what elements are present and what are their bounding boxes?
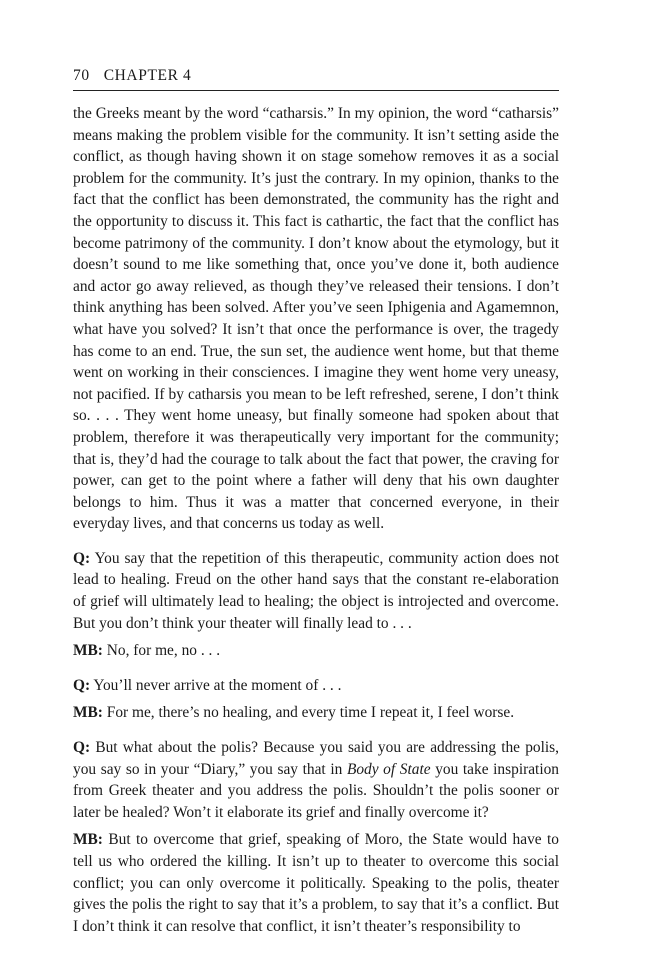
exchange-answer <box>73 640 559 662</box>
body-text <box>73 103 559 937</box>
speaker-label: Q: <box>73 549 91 567</box>
speaker-label: MB: <box>73 704 103 722</box>
paragraph-continued <box>73 103 559 535</box>
paragraph-text: You’ll never arrive at the moment of . . . <box>93 676 342 694</box>
exchange-answer <box>73 829 559 937</box>
paragraph-text: For me, there’s no healing, and every time I repeat it, I feel worse. <box>106 704 515 722</box>
paragraph-text: You say that the repetition of this therapeutic, community action does not lead to healing. Freud on the other hand says that the constant re-elaboration of grief will ultimately lead to healing; the object is introjected and overcome. But you don’t think your theater will finally lead to . . . <box>73 549 559 632</box>
speaker-label: MB: <box>73 831 103 849</box>
exchange-question <box>73 675 559 697</box>
paragraph-text: you take inspiration from Greek theater and you address the polis. Shouldn’t the polis sooner or later be healed? Won’t it elaborate its grief and finally overcome it? <box>73 760 559 821</box>
exchange-answer <box>73 702 559 724</box>
paragraph-text: the Greeks meant by the word “catharsis.” In my opinion, the word “catharsis” means making the problem visible for the community. It isn’t setting aside the conflict, as though having shown it on stage somehow removes it as a social problem for the community. It’s just the contrary. In my opinion, thanks to the fact that the conflict has been demonstrated, the community has the right and the opportunity to discuss it. This fact is cathartic, the fact that the conflict has become patrimony of the community. I don’t know about the etymology, but it doesn’t sound to me like something that, once you’ve done it, both audience and actor go away relieved, as though they’ve released their tensions. I don’t think anything has been solved. After you’ve seen Iphigenia and Agamemnon, what have you solved? It isn’t that once the performance is over, the tragedy has come to an end. True, the sun set, the audience went home, but that theme went on working in their consciences. I imagine they went home very uneasy, not pacified. If by catharsis you mean to be left refreshed, serene, I don’t think so. . . . They went home uneasy, but finally someone had spoken about that problem, therefore it was therapeutically very important for the community; that is, they’d had the courage to talk about the fact that power, the craving for power, can get to the point where a father will deny that his own daughter belongs to him. Thus it was a matter that concerned everyone, in their everyday lives, and that concerns us today as well. <box>73 105 559 533</box>
exchange-question <box>73 737 559 823</box>
speaker-label: MB: <box>73 642 103 660</box>
paragraph-text: But to overcome that grief, speaking of Moro, the State would have to tell us who ordered the killing. It isn’t up to theater to overcome this social conflict; you can only overcome it politically. Speaking to the polis, theater gives the polis the right to say that it’s a problem, to say that it’s a conflict. But I don’t think it can resolve that conflict, it isn’t theater’s responsibility to <box>73 831 559 935</box>
speaker-label: Q: <box>73 739 91 757</box>
exchange-question <box>73 548 559 634</box>
chapter-title: CHAPTER 4 <box>103 67 192 84</box>
speaker-label: Q: <box>73 676 91 694</box>
header-rule <box>73 90 559 91</box>
paragraph-text: But what about the polis? Because you said you are addressing the polis, you say so in your “Diary,” you say that in <box>73 739 559 778</box>
italic-title: Body of State <box>346 760 431 778</box>
running-header <box>73 66 573 86</box>
page-number: 70 <box>73 67 90 84</box>
paragraph-text: No, for me, no . . . <box>106 642 221 660</box>
